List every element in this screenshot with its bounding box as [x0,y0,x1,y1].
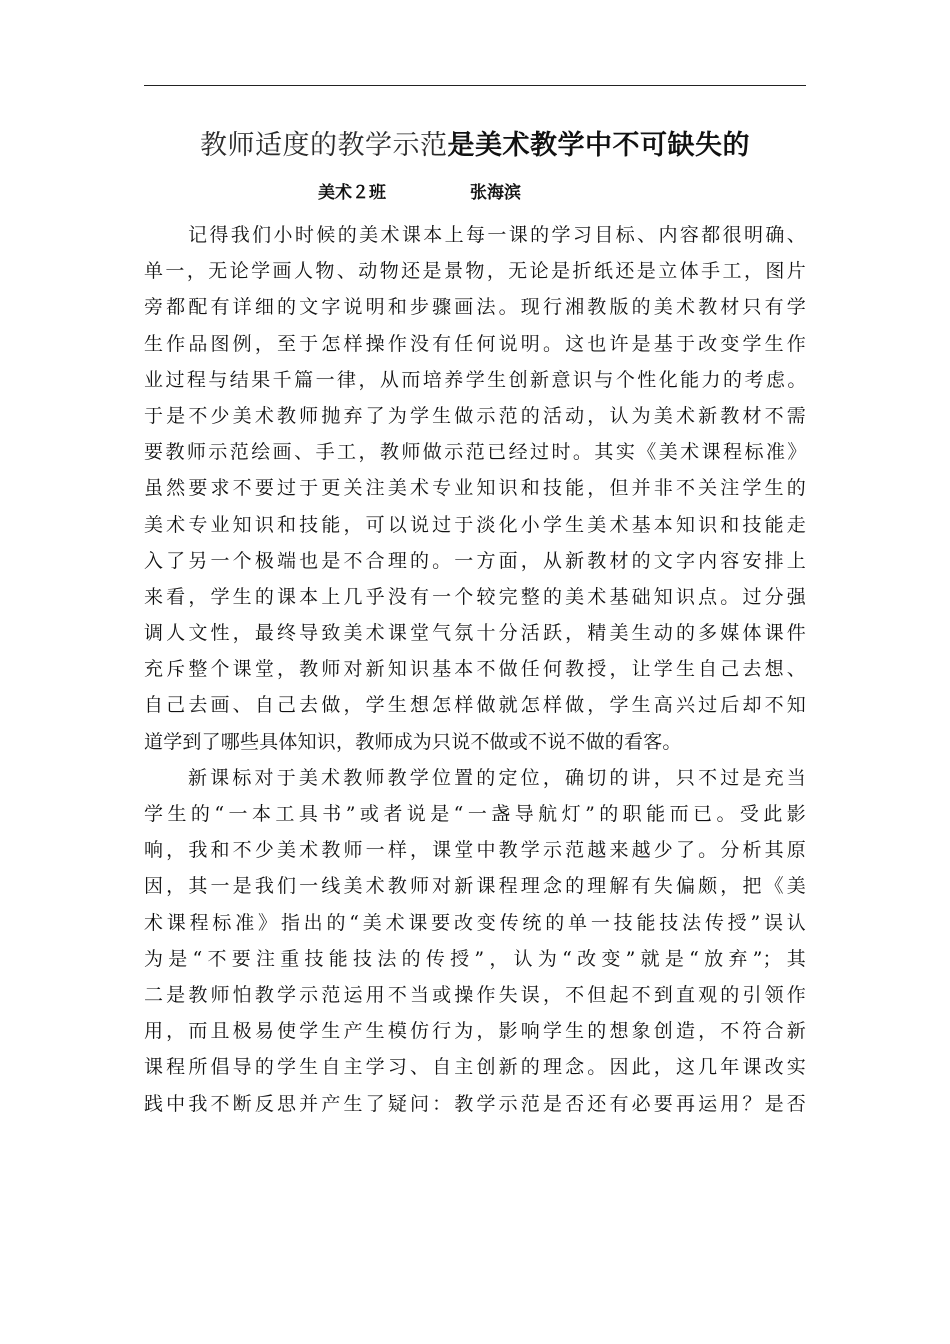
title-bold-part: 是美术教学中不可缺失的 [447,130,750,161]
document-title [144,126,806,166]
text-line: 生作品图例，至于怎样操作没有任何说明。这也许是基于改变学生作 [144,332,806,355]
text-line: 充斥整个课堂，教师对新知识基本不做任何教授，让学生自己去想、 [144,658,806,681]
text-line: 二是教师怕教学示范运用不当或操作失误，不但起不到直观的引领作 [144,983,806,1006]
text-line: 记得我们小时候的美术课本上每一课的学习目标、内容都很明确、 [188,224,806,246]
body-text [144,217,806,1122]
text-line: 道学到了哪些具体知识，教师成为只说不做或不说不做的看客。 [144,730,682,753]
text-line: 为是“不要注重技能技法的传授”，认为“改变”就是“放弃”；其 [144,947,806,970]
text-line: 课程所倡导的学生自主学习、自主创新的理念。因此，这几年课改实 [144,1056,806,1079]
text-line: 用，而且极易使学生产生模仿行为，影响学生的想象创造，不符合新 [144,1020,806,1043]
byline-class: 美术２班 [318,183,386,203]
text-line: 新课标对于美术教师教学位置的定位，确切的讲，只不过是充当 [188,766,806,789]
text-line: 虽然要求不要过于更关注美术专业知识和技能，但并非不关注学生的 [144,477,806,500]
text-line: 入了另一个极端也是不合理的。一方面，从新教材的文字内容安排上 [144,549,806,572]
byline [0,178,950,208]
text-line: 响，我和不少美术教师一样，课堂中教学示范越来越少了。分析其原 [144,839,806,862]
text-line: 要教师示范绘画、手工，教师做示范已经过时。其实《美术课程标准》 [144,441,806,464]
text-line: 美术专业知识和技能，可以说过于淡化小学生美术基本知识和技能走 [144,513,806,536]
byline-author: 张海滨 [470,183,521,203]
text-line: 学生的“一本工具书”或者说是“一盏导航灯”的职能而已。受此影 [144,803,806,825]
text-line: 自己去画、自己去做，学生想怎样做就怎样做，学生高兴过后却不知 [144,694,806,717]
text-line: 调人文性，最终导致美术课堂气氛十分活跃，精美生动的多媒体课件 [144,622,806,645]
text-line: 业过程与结果千篇一律，从而培养学生创新意识与个性化能力的考虑。 [144,368,806,391]
title-normal-part: 教师适度的教学示范 [200,130,448,161]
text-line: 于是不少美术教师抛弃了为学生做示范的活动，认为美术新教材不需 [144,404,806,427]
text-line: 术课程标准》指出的“美术课要改变传统的单一技能技法传授”误认 [144,911,806,934]
text-line: 来看，学生的课本上几乎没有一个较完整的美术基础知识点。过分强 [144,585,806,608]
text-line: 旁都配有详细的文字说明和步骤画法。现行湘教版的美术教材只有学 [144,296,806,319]
text-line: 践中我不断反思并产生了疑问：教学示范是否还有必要再运用？是否 [144,1092,806,1115]
header-rule [144,85,806,86]
text-line: 单一，无论学画人物、动物还是景物，无论是折纸还是立体手工，图片 [144,260,806,283]
text-line: 因，其一是我们一线美术教师对新课程理念的理解有失偏颇，把《美 [144,875,806,898]
